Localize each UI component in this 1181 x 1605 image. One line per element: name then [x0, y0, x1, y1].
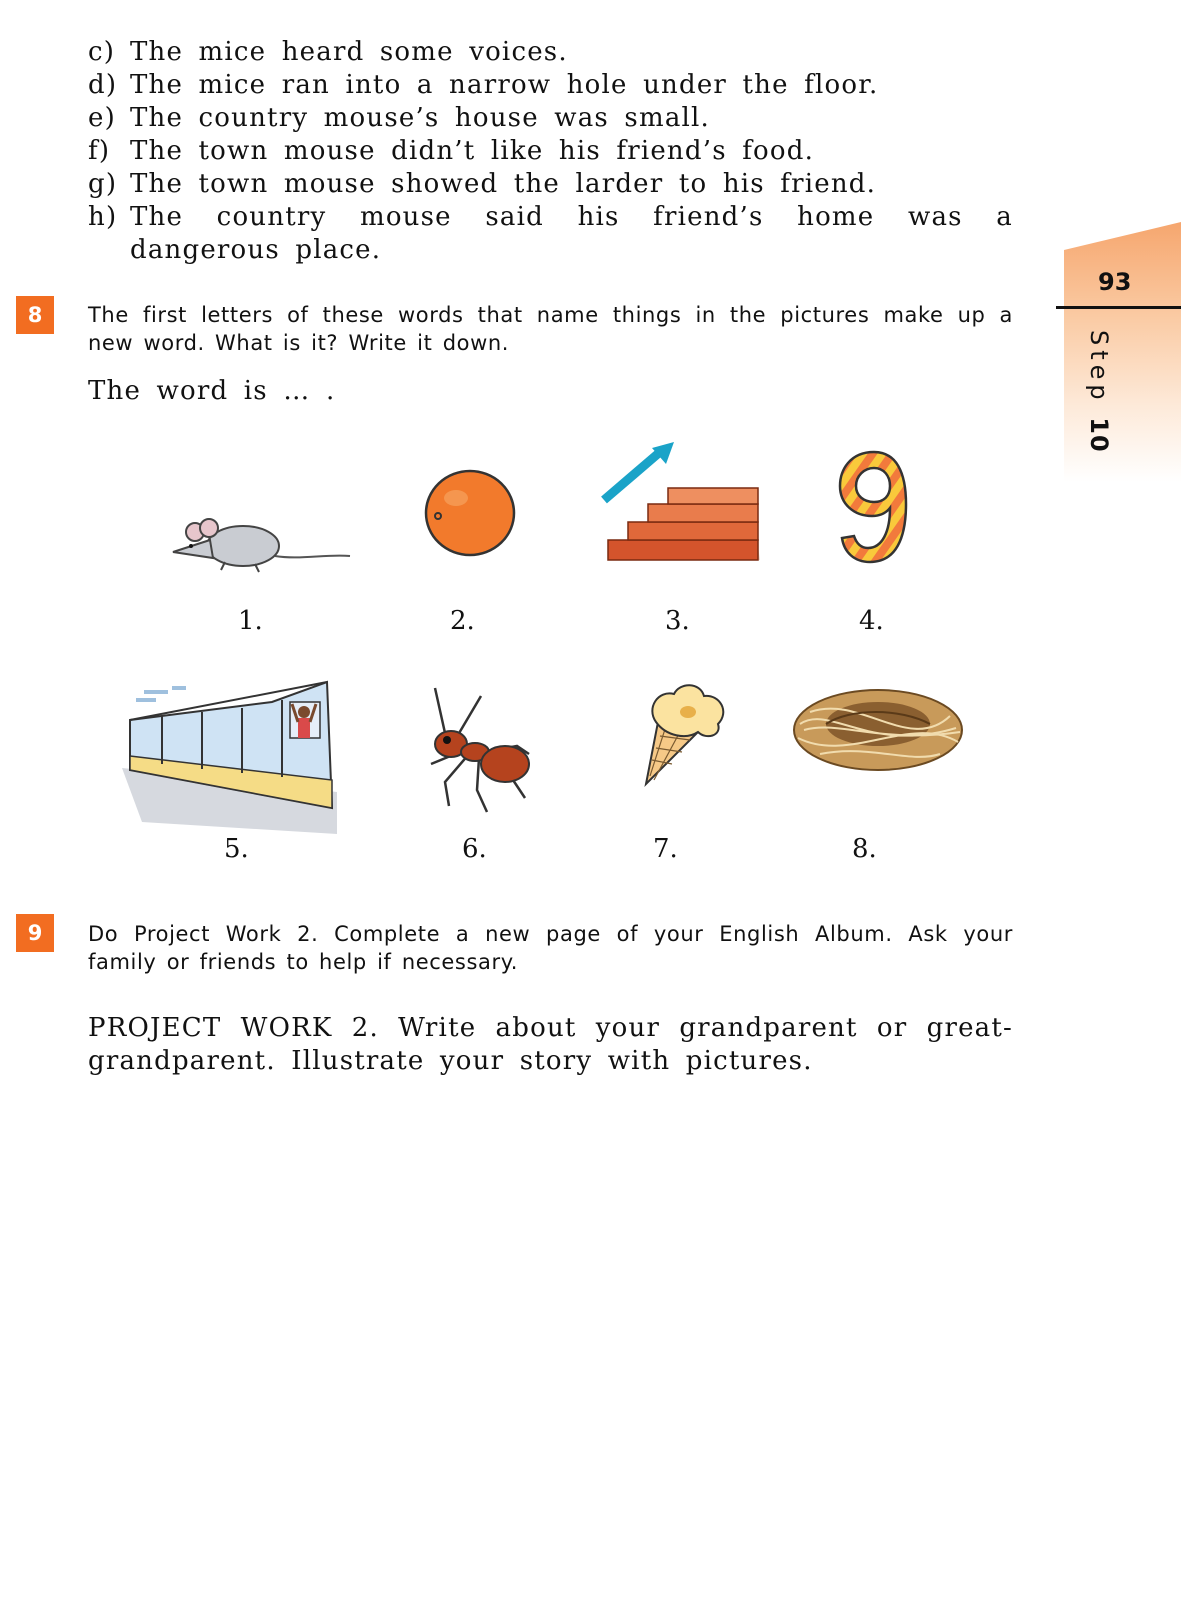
ice-cream-icon	[636, 678, 732, 788]
nest-icon	[790, 684, 966, 776]
item-text: The mice ran into a narrow hole under the floor.	[130, 70, 879, 100]
project-work-text: PROJECT WORK 2. Write about your grandparent or great-grandparent. Illustrate your story with pictures.	[88, 1013, 1013, 1076]
page-number: 93	[1098, 268, 1132, 296]
list-item	[88, 168, 1013, 201]
upstairs-icon	[600, 440, 768, 572]
picture-number: 4.	[859, 606, 884, 636]
exercise-9-instruction: Do Project Work 2. Complete a new page of your English Album. Ask your family or friends to help if necessary.	[88, 922, 1013, 974]
item-text: The mice heard some voices.	[130, 37, 568, 67]
item-letter: c)	[88, 37, 116, 67]
list-item	[88, 201, 1013, 267]
answer-line: The word is … .	[88, 376, 336, 406]
item-letter: e)	[88, 103, 116, 133]
step-label	[1085, 330, 1113, 453]
list-item	[88, 69, 1013, 102]
item-text: The country mouse said his friend’s home was a dangerous place.	[130, 202, 1013, 265]
picture-number: 5.	[224, 834, 249, 864]
tab-divider	[1056, 306, 1181, 309]
list-item	[88, 135, 1013, 168]
picture-number: 7.	[653, 834, 678, 864]
picture-number: 8.	[852, 834, 877, 864]
list-item	[88, 102, 1013, 135]
picture-number: 3.	[665, 606, 690, 636]
item-text: The town mouse didn’t like his friend’s food.	[130, 136, 815, 166]
item-letter: d)	[88, 70, 118, 100]
exercise-8-instruction: The first letters of these words that name things in the pictures make up a new word. What is it? Write it down.	[88, 303, 1013, 355]
mouse-icon	[165, 510, 355, 580]
list-item	[88, 36, 1013, 69]
item-letter: g)	[88, 169, 118, 199]
picture-number: 2.	[450, 606, 475, 636]
item-text: The country mouse’s house was small.	[130, 103, 711, 133]
step-number: 10	[1085, 417, 1113, 453]
ant-icon	[425, 686, 535, 818]
orange-icon	[420, 466, 520, 560]
page-tab	[1064, 222, 1181, 482]
item-letter: f)	[88, 136, 111, 166]
picture-number: 6.	[462, 834, 487, 864]
item-text: The town mouse showed the larder to his friend.	[130, 169, 877, 199]
statement-list	[88, 36, 1013, 267]
picture-number: 1.	[238, 606, 263, 636]
nine-icon	[834, 446, 914, 566]
exercise-8-badge: 8	[16, 296, 54, 334]
train-icon	[122, 672, 337, 834]
item-letter: h)	[88, 202, 118, 232]
exercise-9-badge: 9	[16, 914, 54, 952]
step-word: Step	[1085, 330, 1113, 405]
